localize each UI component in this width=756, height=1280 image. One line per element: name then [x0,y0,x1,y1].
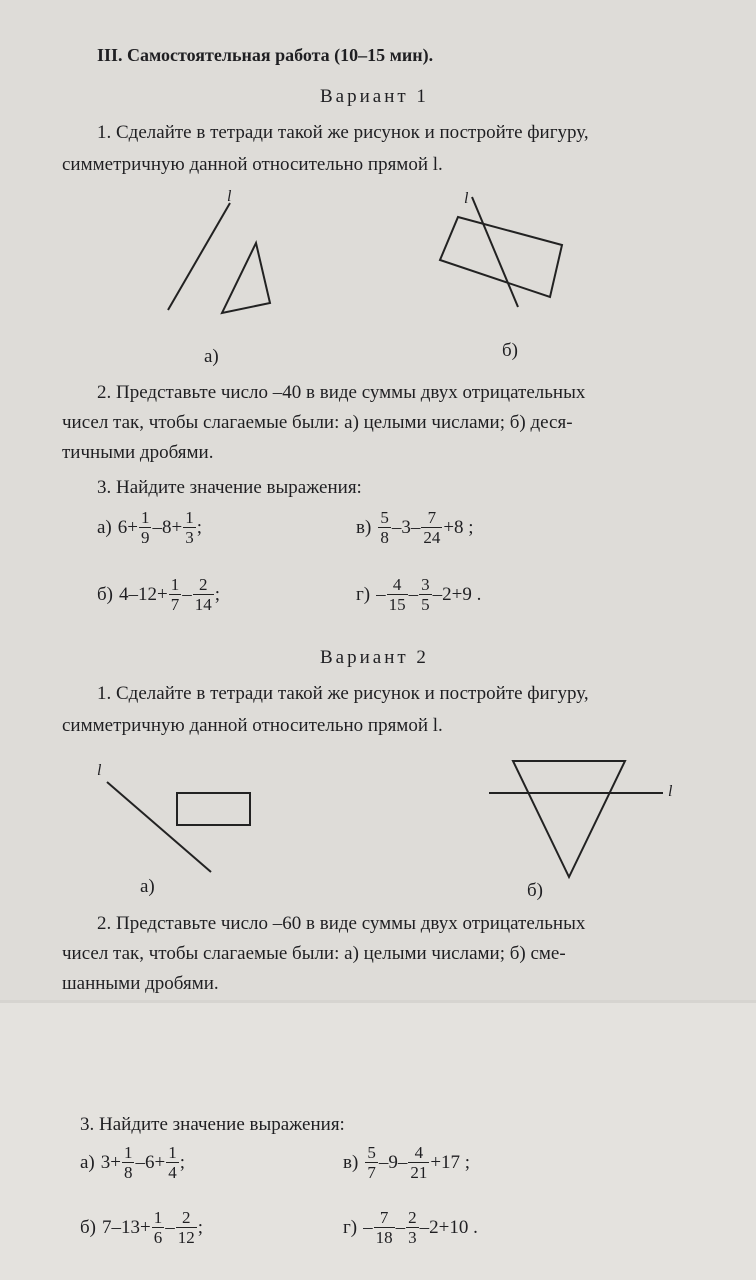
v2-fig-b-label: б) [527,880,543,901]
numerator: 5 [380,508,389,527]
v1-task1-line1: 1. Сделайте в тетради такой же рисунок и постройте фигуру, [97,122,589,143]
numerator: 1 [185,508,194,527]
denominator: 8 [380,528,389,547]
v2-task2-line3: шанными дробями. [62,973,219,994]
denominator: 5 [421,595,430,614]
expr-end: –2+10 . [419,1216,478,1238]
denominator: 7 [170,595,180,614]
v2-task3-title: 3. Найдите значение выражения: [80,1114,345,1135]
denominator: 21 [410,1163,428,1182]
rectangle-shape [177,793,250,825]
v2-task1-line2: симметричную данной относительно прямой l. [62,715,443,736]
fraction [374,1208,395,1247]
denominator: 4 [168,1163,177,1182]
expr-label: в) [356,516,372,538]
expr-label: г) [343,1216,358,1238]
numerator: 2 [408,1208,417,1227]
v1-figure-a [160,185,290,325]
denominator: 3 [185,528,194,547]
fraction [365,1143,378,1182]
symmetry-line-l [472,197,518,307]
numerator: 1 [153,1208,163,1227]
numerator: 4 [408,1143,429,1163]
triangle-shape [513,761,625,877]
fraction [176,1208,197,1247]
expr-part: 6+ [117,516,138,538]
v1-figure-b [430,185,580,315]
expr-end: –2+9 . [432,583,482,605]
expr-end: +17 ; [430,1151,471,1173]
numerator: 7 [421,508,442,528]
fraction [421,508,442,547]
triangle-shape [222,243,270,313]
fraction [193,575,214,614]
expr-end: ; [196,516,202,538]
expr-label: б) [97,583,113,605]
v1-fig-b-line-label: l [464,190,469,207]
v2-expr-a [80,1143,185,1182]
denominator: 15 [388,595,406,614]
v2-figure-a [95,760,265,880]
v2-task1-line1: 1. Сделайте в тетради такой же рисунок и постройте фигуру, [97,683,589,704]
v2-task2-line1: 2. Представьте число –60 в виде суммы двух отрицательных [97,913,586,934]
expr-label: б) [80,1216,96,1238]
v1-task1-line2: симметричную данной относительно прямой l. [62,154,443,175]
denominator: 18 [375,1228,393,1247]
expr-part: –9– [378,1151,408,1173]
v2-expr-b [80,1208,203,1247]
fraction [378,508,391,547]
expr-part: 7–13+ [102,1216,151,1238]
expr-part: –3– [391,516,421,538]
v2-expr-g [343,1208,478,1247]
expr-end: ; [197,1216,203,1238]
symmetry-line-l [168,203,230,310]
v2-expr-v [343,1143,470,1182]
v1-fig-a-label: а) [204,346,219,367]
fraction [183,508,196,547]
expr-end: +8 ; [443,516,474,538]
v1-expr-g [356,575,481,614]
expr-part: – [182,583,192,605]
v1-fig-b-label: б) [502,340,518,361]
v2-fig-a-line-label: l [97,762,102,779]
denominator: 24 [423,528,441,547]
fraction [406,1208,419,1247]
numerator: 1 [140,508,150,527]
numerator: 1 [168,1143,177,1162]
fraction [166,1143,179,1182]
expr-part: –6+ [135,1151,166,1173]
v2-fig-a-label: а) [140,876,155,897]
variant1-title: Вариант 1 [320,86,429,107]
numerator: 3 [421,575,430,594]
section-title: III. Самостоятельная работа (10–15 мин). [97,45,434,65]
v1-expr-v [356,508,474,547]
expr-part: – [376,583,386,605]
denominator: 14 [194,595,212,614]
rectangle-shape [440,217,562,297]
numerator: 2 [193,575,214,595]
symmetry-line-l [107,782,211,872]
v2-fig-b-line-label: l [668,783,673,800]
denominator: 3 [408,1228,417,1247]
expr-part: – [165,1216,175,1238]
numerator: 2 [176,1208,197,1228]
fraction [408,1143,429,1182]
denominator: 9 [140,528,150,547]
v1-task2-line1: 2. Представьте число –40 в виде суммы двух отрицательных [97,382,586,403]
expr-part: 3+ [100,1151,121,1173]
variant2-title: Вариант 2 [320,647,429,668]
fraction [387,575,408,614]
v1-fig-a-line-label: l [227,188,232,205]
numerator: 1 [123,1143,133,1162]
v1-expr-b [97,575,220,614]
expr-part: –8+ [152,516,183,538]
denominator: 6 [153,1228,163,1247]
numerator: 5 [367,1143,376,1162]
denominator: 12 [177,1228,195,1247]
expr-end: ; [179,1151,185,1173]
fraction [169,575,182,614]
expr-end: ; [214,583,220,605]
v1-expr-a [97,508,202,547]
expr-part: – [408,583,419,605]
expr-label: в) [343,1151,359,1173]
expr-label: а) [97,516,112,538]
expr-part: – [395,1216,406,1238]
denominator: 7 [367,1163,376,1182]
denominator: 8 [123,1163,133,1182]
v2-figure-b [485,755,675,885]
expr-part: – [363,1216,373,1238]
fraction [122,1143,135,1182]
v1-task3-title: 3. Найдите значение выражения: [97,477,362,498]
fraction [139,508,152,547]
v1-task2-line3: тичными дробями. [62,442,214,463]
numerator: 7 [374,1208,395,1228]
v2-task2-line2: чисел так, чтобы слагаемые были: а) целыми числами; б) сме- [62,943,566,964]
expr-label: г) [356,583,371,605]
numerator: 1 [170,575,180,594]
fraction [419,575,432,614]
expr-label: а) [80,1151,95,1173]
expr-part: 4–12+ [119,583,168,605]
numerator: 4 [387,575,408,595]
v1-task2-line2: чисел так, чтобы слагаемые были: а) целыми числами; б) деся- [62,412,573,433]
fraction [152,1208,165,1247]
